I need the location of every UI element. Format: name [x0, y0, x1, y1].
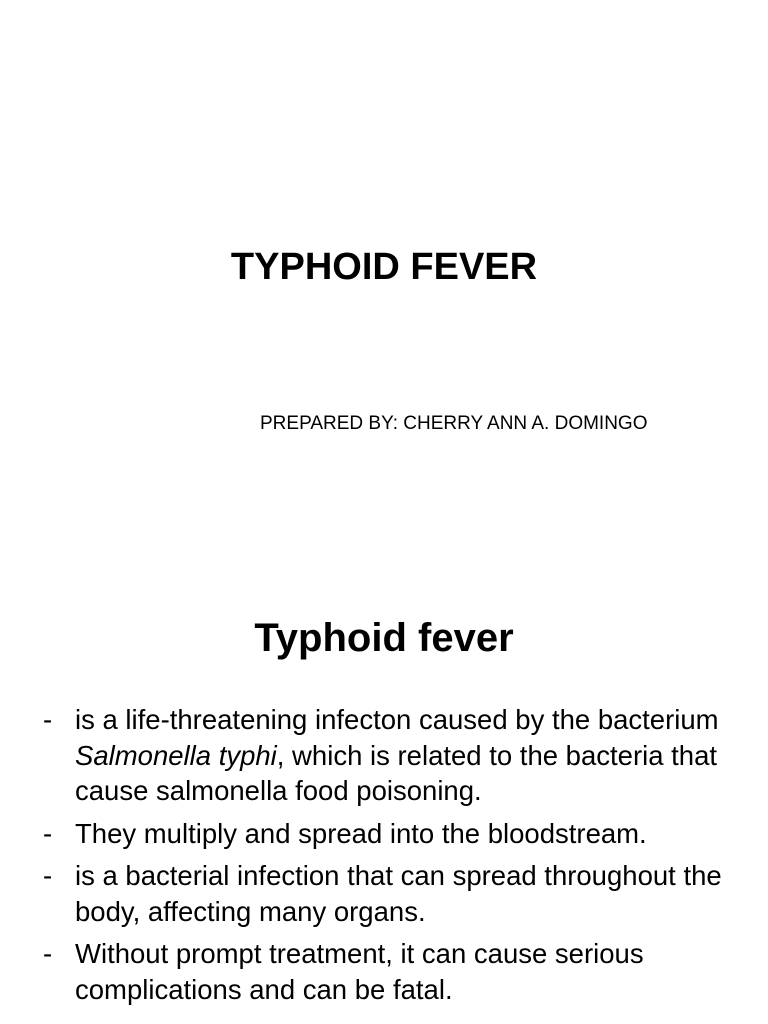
content-slide: [0, 576, 768, 1024]
bullet-item: [40, 858, 740, 929]
organism-name: Salmonella typhi: [75, 739, 277, 771]
bullet-item: [40, 816, 740, 852]
bullet-item: [40, 702, 740, 809]
bullet-dash: -: [43, 860, 53, 891]
bullet-text: They multiply and spread into the bloodstream.: [75, 817, 647, 849]
bullet-dash: -: [43, 817, 53, 849]
bullet-text: is a bacterial infection that can spread throughout the body, affecting many organs.: [75, 860, 722, 927]
bullet-dash: -: [43, 938, 53, 969]
bullet-text: is a life-threatening infecton caused by the bacterium: [75, 704, 719, 735]
bullet-item: [40, 936, 740, 1007]
bullet-text: , which is related to the bacteria that cause salmonella food poisoning.: [75, 739, 718, 806]
slide-heading: Typhoid fever: [254, 616, 514, 660]
presentation-title: TYPHOID FEVER: [230, 246, 538, 288]
bullet-list: [40, 702, 740, 1014]
prepared-by-line: PREPARED BY: CHERRY ANN A. DOMINGO: [260, 413, 648, 434]
bullet-dash: -: [43, 704, 53, 735]
bullet-text: Without prompt treatment, it can cause serious complications and can be fatal.: [75, 938, 644, 1005]
